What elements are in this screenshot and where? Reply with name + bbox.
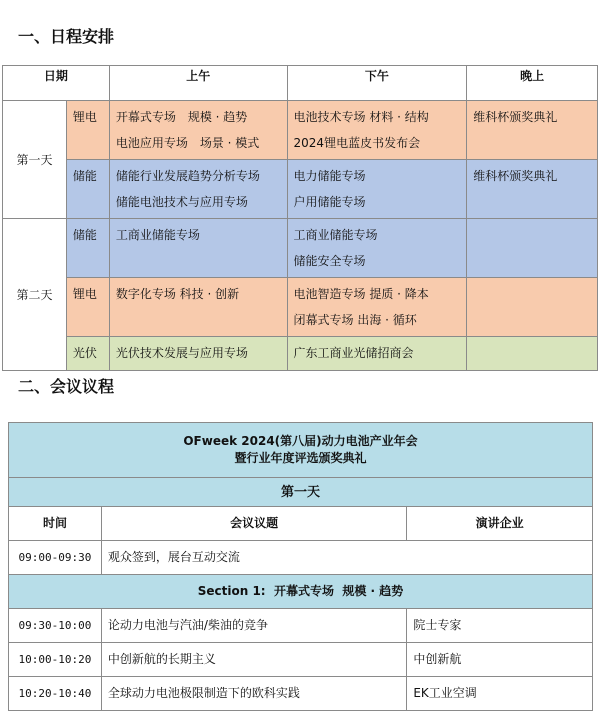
topic-cell: 论动力电池与汽油/柴油的竞争 (101, 609, 406, 643)
time-cell: 10:20-10:40 (9, 677, 102, 711)
title-line: OFweek 2024(第八届)动力电池产业年会 (183, 434, 418, 448)
section-row (9, 575, 593, 609)
session: 闭幕式专场 出海 · 循环 (293, 313, 417, 327)
pm-cell (287, 160, 467, 219)
evening-cell (467, 337, 598, 371)
session: 广东工商业光储招商会 (293, 346, 414, 360)
session: 工商业储能专场 (293, 228, 378, 242)
table-row (3, 160, 598, 219)
table-row (3, 278, 598, 337)
agenda-title (9, 423, 593, 478)
table-row (3, 101, 598, 160)
day-row (9, 478, 593, 507)
header-am: 上午 (109, 66, 287, 101)
header-company: 演讲企业 (407, 507, 593, 541)
agenda-heading: 二、会议议程 (18, 377, 115, 396)
topic-cell: 中创新航的长期主义 (101, 643, 406, 677)
session: 数字化专场 科技 · 创新 (115, 287, 240, 301)
time-cell: 10:00-10:20 (9, 643, 102, 677)
am-cell (109, 101, 287, 160)
header-time: 时间 (9, 507, 102, 541)
schedule-header-row (3, 66, 598, 101)
company-cell: 院士专家 (407, 609, 593, 643)
session: 储能电池技术与应用专场 (115, 195, 248, 209)
am-cell (109, 278, 287, 337)
session: 光伏技术发展与应用专场 (115, 346, 248, 360)
agenda-title-row (9, 423, 593, 478)
am-cell (109, 160, 287, 219)
pm-cell (287, 101, 467, 160)
company-cell: 中创新航 (407, 643, 593, 677)
category: 储能 (66, 219, 109, 278)
session: 电池技术专场 材料 · 结构 (293, 110, 429, 124)
table-row (3, 219, 598, 278)
am-cell (109, 337, 287, 371)
day-label: 第二天 (3, 219, 67, 371)
category: 锂电 (66, 278, 109, 337)
category: 储能 (66, 160, 109, 219)
session: 2024锂电蓝皮书发布会 (293, 136, 421, 150)
evening-cell: 维科杯颁奖典礼 (467, 160, 598, 219)
session: 电池应用专场 场景 · 模式 (115, 136, 260, 150)
time-cell: 09:00-09:30 (9, 541, 102, 575)
session: 储能行业发展趋势分析专场 (115, 169, 260, 183)
evening-cell (467, 278, 598, 337)
evening-cell (467, 219, 598, 278)
topic-cell: 全球动力电池极限制造下的欧科实践 (101, 677, 406, 711)
category: 光伏 (66, 337, 109, 371)
schedule-table (2, 65, 598, 371)
category: 锂电 (66, 101, 109, 160)
header-topic: 会议议题 (101, 507, 406, 541)
pm-cell (287, 219, 467, 278)
session: 储能安全专场 (293, 254, 366, 268)
session: 户用储能专场 (293, 195, 366, 209)
evening-cell: 维科杯颁奖典礼 (467, 101, 598, 160)
agenda-table (8, 422, 593, 711)
topic-cell: 观众签到，展台互动交流 (101, 541, 592, 575)
table-row (9, 643, 593, 677)
table-row (3, 337, 598, 371)
pm-cell (287, 278, 467, 337)
pm-cell (287, 337, 467, 371)
table-row (9, 541, 593, 575)
section-title: Section 1: 开幕式专场 规模 · 趋势 (9, 575, 593, 609)
table-row (9, 609, 593, 643)
am-cell (109, 219, 287, 278)
agenda-header-row (9, 507, 593, 541)
session: 电力储能专场 (293, 169, 366, 183)
agenda-day: 第一天 (9, 478, 593, 507)
session: 开幕式专场 规模 · 趋势 (115, 110, 248, 124)
schedule-heading: 一、日程安排 (18, 27, 115, 46)
header-evening: 晚上 (467, 66, 598, 101)
header-pm: 下午 (287, 66, 467, 101)
session: 工商业储能专场 (115, 228, 200, 242)
header-date: 日期 (3, 66, 110, 101)
time-cell: 09:30-10:00 (9, 609, 102, 643)
session: 电池智造专场 提质 · 降本 (293, 287, 429, 301)
company-cell: EK工业空调 (407, 677, 593, 711)
title-line: 暨行业年度评选颁奖典礼 (234, 451, 367, 465)
table-row (9, 677, 593, 711)
day-label: 第一天 (3, 101, 67, 219)
